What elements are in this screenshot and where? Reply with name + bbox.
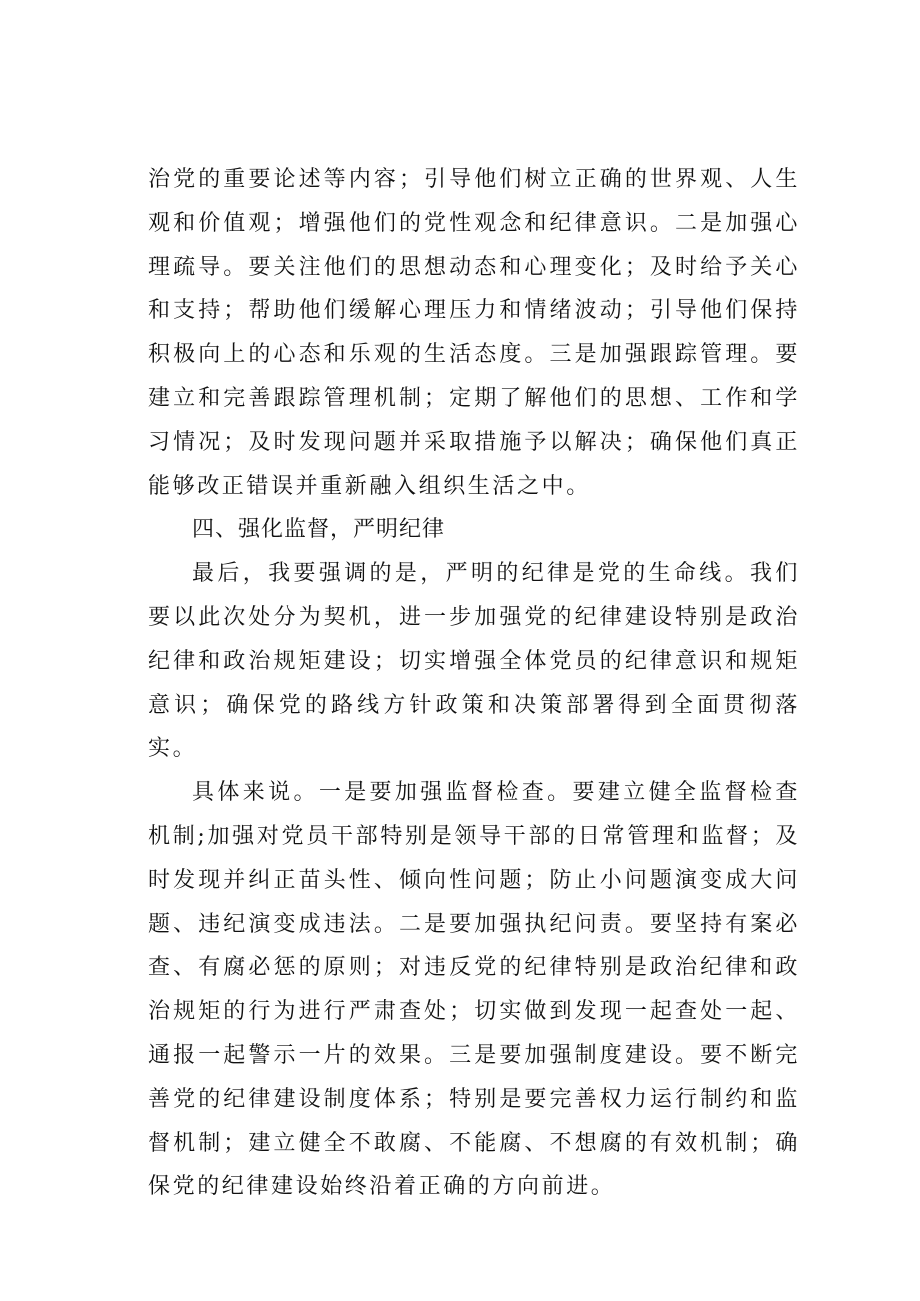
paragraph-conclusion: 最后，我要强调的是，严明的纪律是党的生命线。我们要以此次处分为契机，进一步加强党的纪律建设特别是政治纪律和政治规矩建设；切实增强全体党员的纪律意识和规矩意识；确保党的路线方针政策和决策部署得到全面贯彻落实。 <box>148 561 800 762</box>
section-heading-4: 四、强化监督，严明纪律 <box>192 517 446 543</box>
paragraph-continued: 治党的重要论述等内容；引导他们树立正确的世界观、人生观和价值观；增强他们的党性观念和纪律意识。二是加强心理疏导。要关注他们的思想动态和心理变化；及时给予关心和支持；帮助他们缓解心理压力和情绪波动；引导他们保持积极向上的心态和乐观的生活态度。三是加强跟踪管理。要建立和完善跟踪管理机制；定期了解他们的思想、工作和学习情况；及时发现问题并采取措施予以解决；确保他们真正能够改正错误并重新融入组织生活之中。 <box>148 167 800 499</box>
document-body <box>148 158 800 1209</box>
paragraph-specifics: 具体来说。一是要加强监督检查。要建立健全监督检查机制;加强对党员干部特别是领导干部的日常管理和监督；及时发现并纠正苗头性、倾向性问题；防止小问题演变成大问题、违纪演变成违法。二是要加强执纪问责。要坚持有案必查、有腐必惩的原则；对违反党的纪律特别是政治纪律和政治规矩的行为进行严肃查处；切实做到发现一起查处一起、通报一起警示一片的效果。三是要加强制度建设。要不断完善党的纪律建设制度体系；特别是要完善权力运行制约和监督机制；建立健全不敢腐、不能腐、不想腐的有效机制；确保党的纪律建设始终沿着正确的方向前进。 <box>148 780 800 1200</box>
